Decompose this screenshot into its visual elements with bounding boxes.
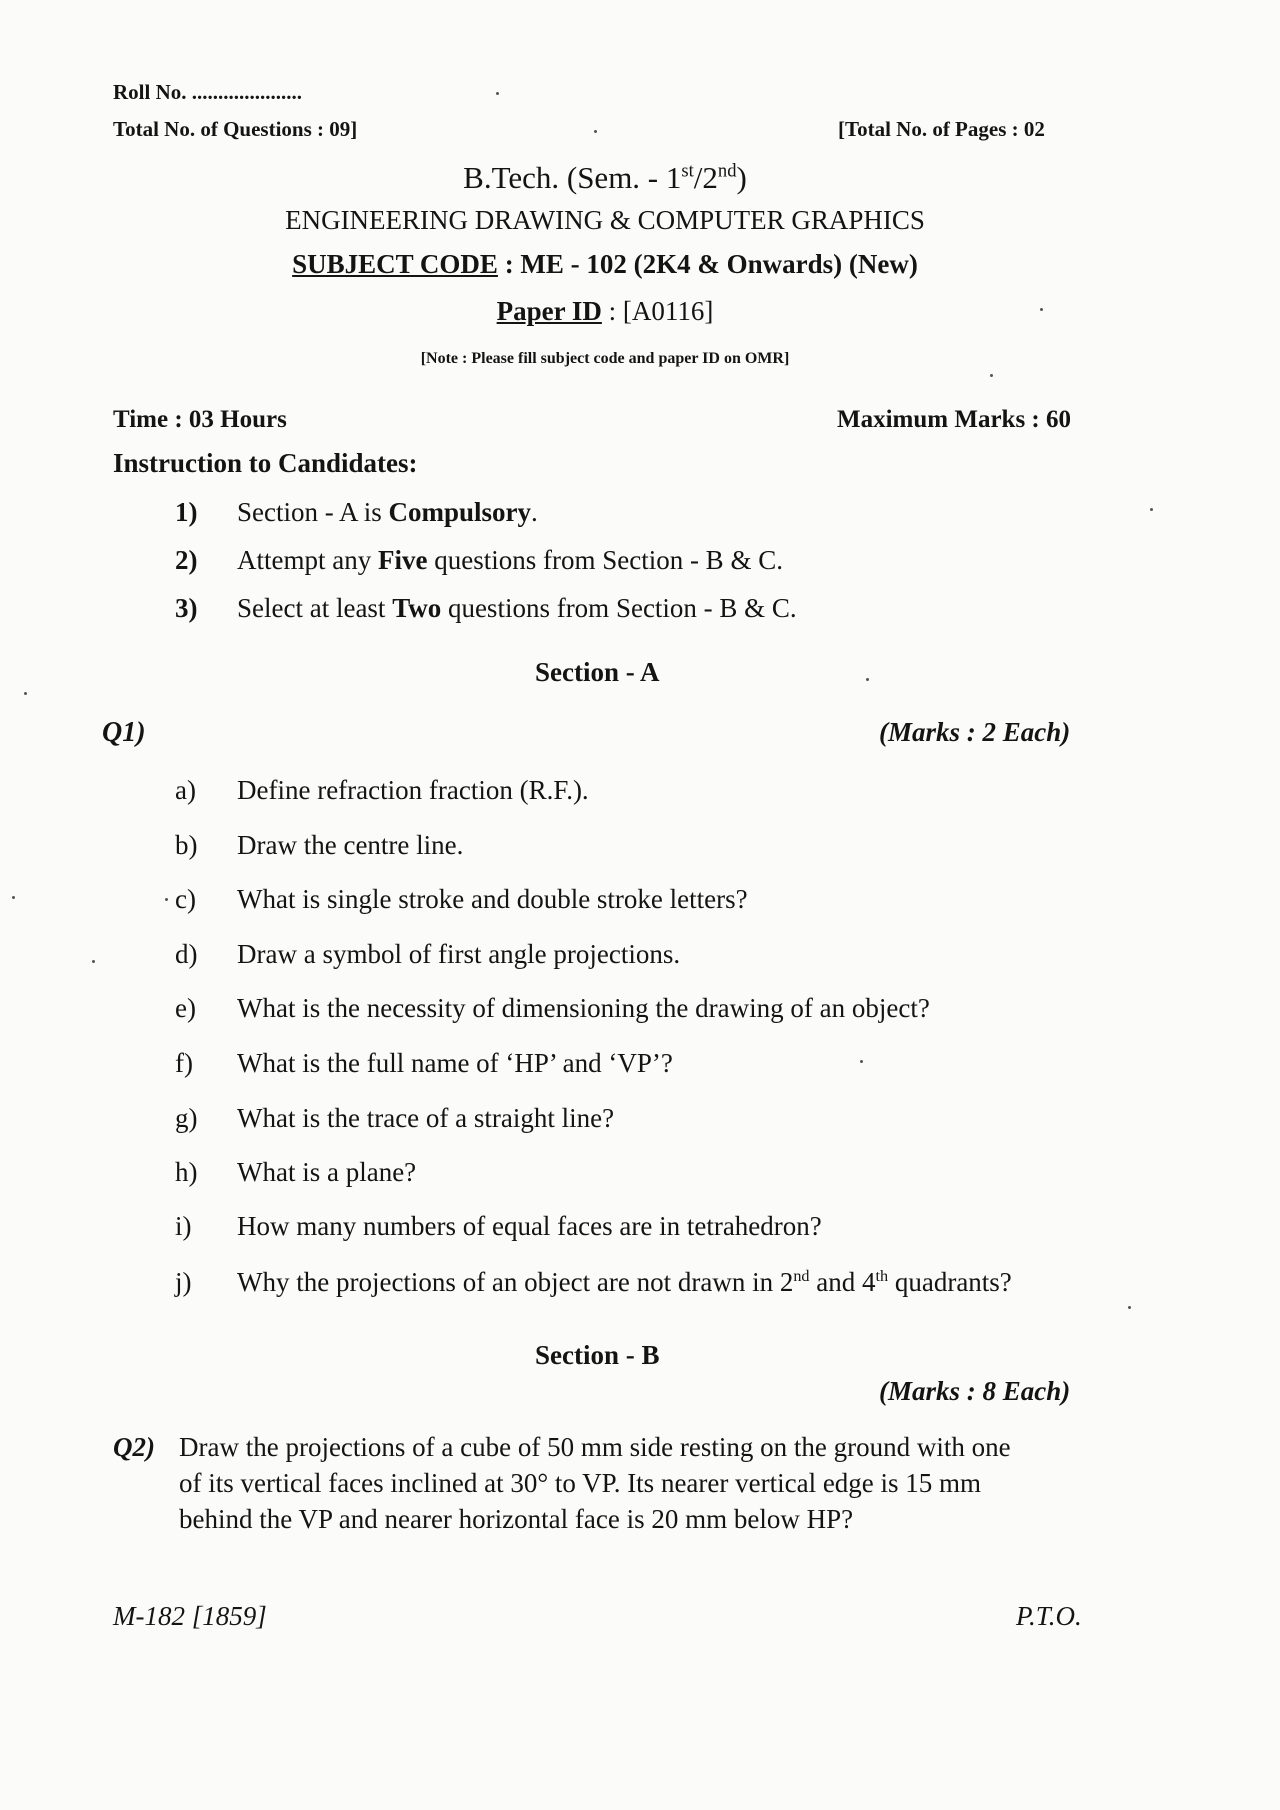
instruction-item: Select at least Two questions from Section - B & C. bbox=[237, 593, 797, 623]
subquestion-label: f) bbox=[175, 1048, 193, 1078]
instruction-number: 2) bbox=[175, 545, 198, 575]
total-pages: [Total No. of Pages : 02 bbox=[838, 117, 1045, 141]
subquestion-label: g) bbox=[175, 1103, 198, 1133]
q2-text-line: Draw the projections of a cube of 50 mm side resting on the ground with one bbox=[179, 1432, 1011, 1462]
section-a-marks: (Marks : 2 Each) bbox=[879, 717, 1071, 747]
subquestion-label: e) bbox=[175, 993, 196, 1023]
scan-speck bbox=[165, 898, 168, 901]
scan-speck bbox=[92, 960, 95, 963]
scan-speck bbox=[594, 130, 597, 133]
subquestion-text: How many numbers of equal faces are in tetrahedron? bbox=[237, 1211, 822, 1241]
q2-text-line: of its vertical faces inclined at 30° to VP. Its nearer vertical edge is 15 mm bbox=[179, 1468, 982, 1498]
subject-name: ENGINEERING DRAWING & COMPUTER GRAPHICS bbox=[285, 205, 925, 235]
omr-note: [Note : Please fill subject code and paper ID on OMR] bbox=[420, 350, 790, 367]
q2-label: Q2) bbox=[113, 1432, 155, 1462]
q1-label: Q1) bbox=[102, 717, 146, 748]
course-title: B.Tech. (Sem. - 1st/2nd) bbox=[463, 160, 747, 195]
section-b-marks: (Marks : 8 Each) bbox=[879, 1376, 1071, 1406]
scan-speck bbox=[12, 896, 15, 899]
time-duration: Time : 03 Hours bbox=[113, 406, 287, 433]
subquestion-label: a) bbox=[175, 775, 196, 805]
subquestion-text: Why the projections of an object are not drawn in 2nd and 4th quadrants? bbox=[237, 1267, 1012, 1297]
scan-speck bbox=[860, 1060, 863, 1063]
subquestion-label: c) bbox=[175, 884, 196, 914]
subquestion-text: What is single stroke and double stroke letters? bbox=[237, 884, 748, 914]
subquestion-text: What is the necessity of dimensioning the drawing of an object? bbox=[237, 993, 930, 1023]
subquestion-label: d) bbox=[175, 939, 198, 969]
scan-speck bbox=[1040, 308, 1043, 311]
subquestion-label: i) bbox=[175, 1211, 192, 1241]
pto-marker: P.T.O. bbox=[1016, 1601, 1082, 1631]
scan-speck bbox=[24, 692, 27, 695]
subquestion-text: Define refraction fraction (R.F.). bbox=[237, 775, 589, 805]
section-a-heading: Section - A bbox=[535, 657, 660, 687]
scan-speck bbox=[866, 678, 869, 681]
instruction-number: 1) bbox=[175, 497, 198, 527]
roll-no: Roll No. ..................... bbox=[113, 80, 302, 104]
scan-speck bbox=[1150, 508, 1153, 511]
scan-speck bbox=[496, 92, 499, 95]
paper-code: M-182 [1859] bbox=[113, 1601, 267, 1631]
scan-speck bbox=[990, 374, 993, 377]
subquestion-text: Draw a symbol of first angle projections. bbox=[237, 939, 681, 969]
instruction-heading: Instruction to Candidates: bbox=[113, 448, 418, 478]
subject-code: SUBJECT CODE : ME - 102 (2K4 & Onwards) (New) bbox=[292, 249, 918, 279]
maximum-marks: Maximum Marks : 60 bbox=[837, 406, 1071, 433]
subquestion-text: What is a plane? bbox=[237, 1157, 417, 1187]
subquestion-label: h) bbox=[175, 1157, 198, 1187]
subquestion-label: j) bbox=[175, 1267, 192, 1297]
subquestion-label: b) bbox=[175, 830, 198, 860]
subquestion-text: Draw the centre line. bbox=[237, 830, 464, 860]
instruction-number: 3) bbox=[175, 593, 198, 623]
instruction-item: Section - A is Compulsory. bbox=[237, 497, 538, 527]
subquestion-text: What is the full name of ‘HP’ and ‘VP’? bbox=[237, 1048, 673, 1078]
subquestion-text: What is the trace of a straight line? bbox=[237, 1103, 615, 1133]
total-questions: Total No. of Questions : 09] bbox=[113, 117, 358, 141]
paper-id: Paper ID : [A0116] bbox=[496, 296, 714, 326]
scan-speck bbox=[1128, 1306, 1131, 1309]
section-b-heading: Section - B bbox=[535, 1340, 660, 1370]
q2-text-line: behind the VP and nearer horizontal face is 20 mm below HP? bbox=[179, 1504, 854, 1534]
instruction-item: Attempt any Five questions from Section - B & C. bbox=[237, 545, 783, 575]
